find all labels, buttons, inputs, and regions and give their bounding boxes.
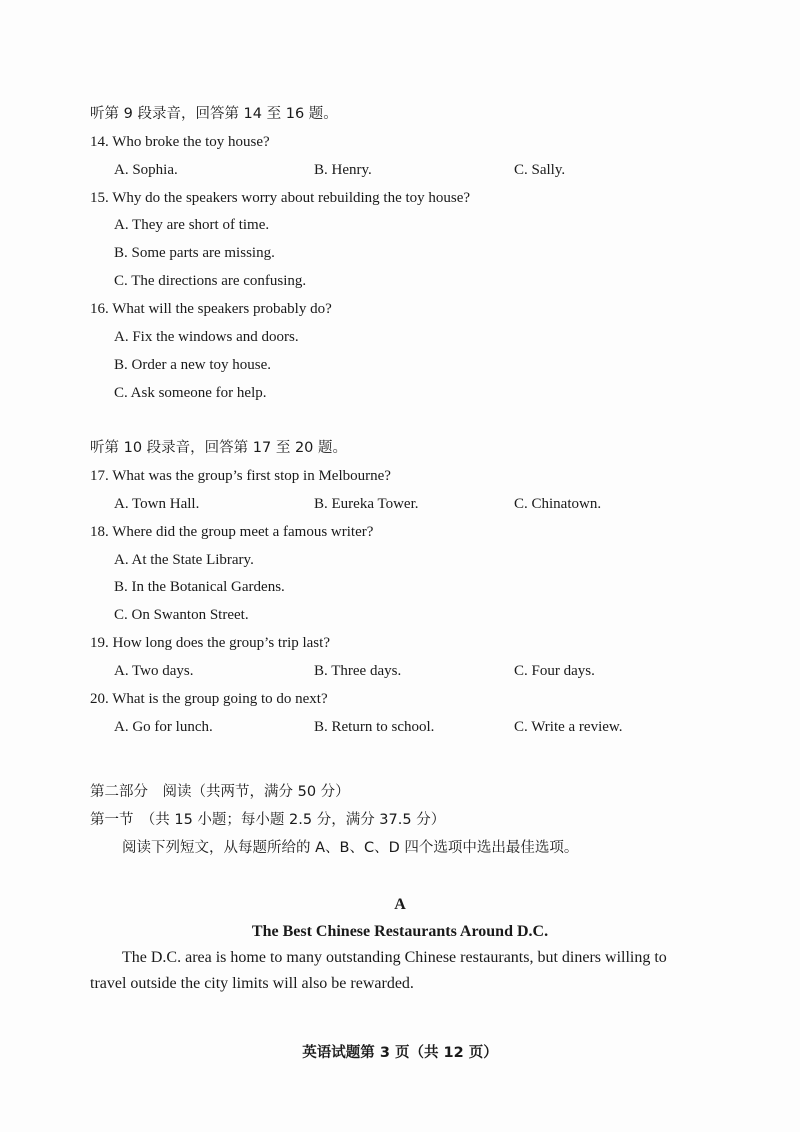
question-17: 17. What was the group’s first stop in Melbourne?	[90, 468, 391, 484]
option-20-a: A. Go for lunch.	[114, 719, 213, 735]
option-14-a: A. Sophia.	[114, 162, 178, 178]
option-18-a: A. At the State Library.	[114, 552, 254, 568]
option-20-c: C. Write a review.	[514, 719, 623, 735]
option-15-a: A. They are short of time.	[114, 217, 270, 233]
option-16-c: C. Ask someone for help.	[114, 385, 267, 401]
option-15-b: B. Some parts are missing.	[114, 245, 275, 261]
part-title: 第二部分 阅读（共两节，满分 50 分）	[90, 784, 350, 800]
question-16: 16. What will the speakers probably do?	[90, 301, 332, 317]
question-14: 14. Who broke the toy house?	[90, 134, 270, 150]
section-header: 听第 10 段录音，回答第 17 至 20 题。	[90, 440, 348, 456]
question-18: 18. Where did the group meet a famous writer?	[90, 524, 374, 540]
question-15: 15. Why do the speakers worry about rebuilding the toy house?	[90, 190, 471, 206]
option-19-a: A. Two days.	[114, 663, 194, 679]
section-title: 第一节 （共 15 小题；每小题 2.5 分，满分 37.5 分）	[90, 812, 446, 828]
option-14-b: B. Henry.	[314, 162, 372, 178]
option-16-b: B. Order a new toy house.	[114, 357, 272, 373]
question-20: 20. What is the group going to do next?	[90, 691, 328, 707]
passage-text-line-2: travel outside the city limits will also be rewarded.	[90, 975, 414, 992]
option-18-b: B. In the Botanical Gardens.	[114, 579, 285, 595]
section-header: 听第 9 段录音，回答第 14 至 16 题。	[90, 106, 338, 122]
option-16-a: A. Fix the windows and doors.	[114, 329, 299, 345]
option-14-c: C. Sally.	[514, 162, 566, 178]
option-17-c: C. Chinatown.	[514, 496, 602, 512]
option-18-c: C. On Swanton Street.	[114, 607, 249, 623]
option-20-b: B. Return to school.	[314, 719, 435, 735]
option-19-c: C. Four days.	[514, 663, 595, 679]
passage-text-line-1: The D.C. area is home to many outstanding Chinese restaurants, but diners willing to	[122, 949, 667, 966]
option-19-b: B. Three days.	[314, 663, 402, 679]
option-17-a: A. Town Hall.	[114, 496, 200, 512]
page-footer: 英语试题第 3 页（共 12 页）	[302, 1045, 498, 1061]
passage-title: The Best Chinese Restaurants Around D.C.	[251, 923, 549, 940]
instructions: 阅读下列短文，从每题所给的 A、B、C、D 四个选项中选出最佳选项。	[122, 840, 579, 856]
option-17-b: B. Eureka Tower.	[314, 496, 419, 512]
passage-letter: A	[394, 896, 406, 913]
option-15-c: C. The directions are confusing.	[114, 273, 307, 289]
question-19: 19. How long does the group’s trip last?	[90, 635, 330, 651]
